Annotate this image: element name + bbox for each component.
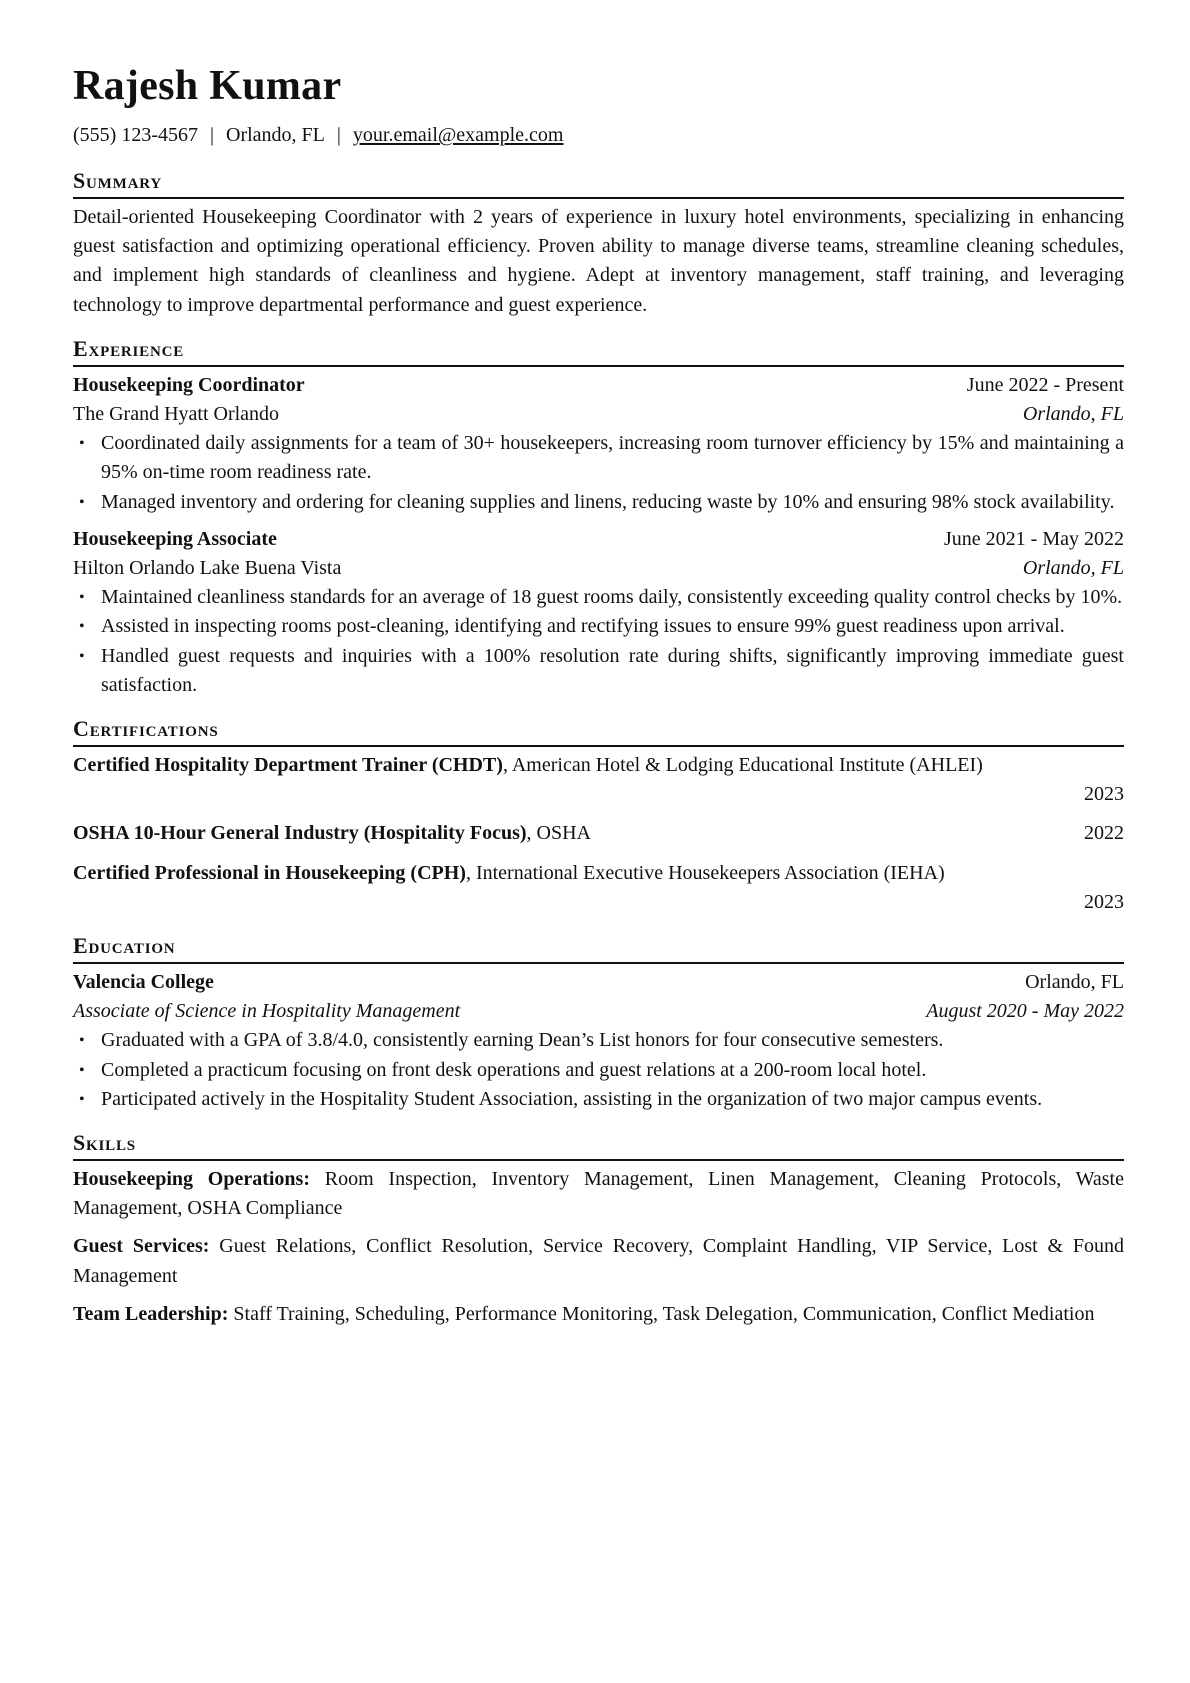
job-title: Housekeeping Coordinator (73, 373, 305, 396)
section-title-skills: Skills (73, 1130, 1124, 1161)
certification-item (73, 859, 1124, 917)
skill-group (73, 1165, 1124, 1223)
school-location: Orlando, FL (1025, 971, 1124, 994)
job-dates: June 2021 - May 2022 (944, 527, 1124, 550)
bullet-text: Maintained cleanliness standards for an average of 18 guest rooms daily, consistently exceeding quality control checks by 10%. (101, 586, 1123, 609)
experience-section (73, 336, 1124, 700)
section-title-education: Education (73, 933, 1124, 964)
separator: | (209, 124, 214, 146)
bullet-text: Coordinated daily assignments for a team of 30+ housekeepers, increasing room turnover efficiency by 15% and maintaining a 95% on-time room readiness rate. (101, 432, 1124, 484)
bullet-icon: • (79, 1061, 85, 1079)
skill-group-label: Team Leadership: (73, 1302, 229, 1325)
skill-group-items: Staff Training, Scheduling, Performance Monitoring, Task Delegation, Communication, Conflict Mediation (233, 1302, 1095, 1325)
job-entry (73, 525, 1124, 700)
certification-line: Certified Hospitality Department Trainer (CHDT), American Hotel & Lodging Educational Institute (AHLEI) (73, 754, 983, 777)
education-header (73, 968, 1124, 997)
list-item (73, 1026, 1124, 1055)
certification-issuer: American Hotel & Lodging Educational Institute (AHLEI) (511, 754, 983, 777)
bullet-text: Managed inventory and ordering for cleaning supplies and linens, reducing waste by 10% and ensuring 98% stock availability. (101, 490, 1115, 513)
bullet-text: Assisted in inspecting rooms post-cleaning, identifying and rectifying issues to ensure 99% guest readiness upon arrival. (101, 615, 1065, 638)
job-bullets (73, 583, 1124, 700)
separator: | (336, 124, 341, 146)
certification-year: 2023 (1084, 783, 1124, 806)
bullet-icon: • (79, 1090, 85, 1108)
certification-year-row (73, 888, 1124, 917)
education-dates: August 2020 - May 2022 (926, 1000, 1124, 1023)
job-location: Orlando, FL (1022, 557, 1124, 580)
list-item (73, 642, 1124, 700)
job-bullets (73, 429, 1124, 517)
bullet-icon: • (79, 493, 85, 511)
summary-text: Detail-oriented Housekeeping Coordinator with 2 years of experience in luxury hotel environments, specializing in enhancing guest satisfaction and optimizing operational efficiency. Proven ability to manage diverse teams, streamline cleaning schedules, and implement high standards of cleanliness and hygiene. Adept at inventory management, staff training, and leveraging technology to improve departmental performance and guest experience. (73, 206, 1124, 316)
candidate-name: Rajesh Kumar (73, 63, 342, 109)
bullet-text: Graduated with a GPA of 3.8/4.0, consistently earning Dean’s List honors for four consecutive semesters. (101, 1029, 944, 1052)
skill-group-label: Housekeeping Operations: (73, 1168, 310, 1191)
degree: Associate of Science in Hospitality Management (73, 1000, 461, 1023)
bullet-text: Handled guest requests and inquiries with a 100% resolution rate during shifts, significantly improving immediate guest satisfaction. (101, 644, 1124, 696)
certification-line: Certified Professional in Housekeeping (CPH), International Executive Housekeepers Association (IEHA) (73, 861, 945, 884)
list-item (73, 488, 1124, 517)
education-bullets (73, 1026, 1124, 1114)
contact-line (73, 122, 1124, 148)
list-item (73, 583, 1124, 612)
bullet-icon: • (79, 618, 85, 636)
skills-section (73, 1130, 1124, 1329)
certification-name: OSHA 10-Hour General Industry (Hospitality Focus) (73, 822, 527, 845)
summary-section (73, 168, 1124, 320)
education-section (73, 933, 1124, 1114)
phone-number: (555) 123-4567 (73, 124, 198, 146)
company-name: The Grand Hyatt Orlando (73, 403, 280, 426)
section-title-experience: Experience (73, 336, 1124, 367)
skill-group (73, 1232, 1124, 1290)
bullet-icon: • (79, 1032, 85, 1050)
section-title-certifications: Certifications (73, 716, 1124, 747)
certification-year: 2022 (1084, 822, 1124, 845)
certification-line: OSHA 10-Hour General Industry (Hospitality Focus), OSHA 2022 (73, 819, 1124, 848)
skill-group-label: Guest Services: (73, 1235, 210, 1258)
certification-name: Certified Hospitality Department Trainer (CHDT) (73, 754, 503, 777)
certifications-section (73, 716, 1124, 917)
job-header (73, 525, 1124, 554)
bullet-text: Participated actively in the Hospitality Student Association, assisting in the organization of two major campus events. (101, 1087, 1043, 1110)
certification-issuer: OSHA (536, 822, 591, 845)
bullet-icon: • (79, 589, 85, 607)
certification-item (73, 819, 1124, 848)
certification-year: 2023 (1084, 890, 1124, 913)
education-subheader (73, 997, 1124, 1026)
skill-group (73, 1300, 1124, 1329)
list-item (73, 429, 1124, 487)
job-header (73, 371, 1124, 400)
certification-year-row (73, 780, 1124, 809)
job-subheader (73, 400, 1124, 429)
section-title-summary: Summary (73, 168, 1124, 199)
job-location: Orlando, FL (1022, 403, 1124, 426)
certification-item (73, 751, 1124, 809)
certification-issuer: International Executive Housekeepers Association (IEHA) (475, 861, 945, 884)
company-name: Hilton Orlando Lake Buena Vista (73, 557, 342, 580)
bullet-icon: • (79, 647, 85, 665)
bullet-text: Completed a practicum focusing on front desk operations and guest relations at a 200-room local hotel. (101, 1058, 927, 1081)
list-item (73, 1085, 1124, 1114)
job-dates: June 2022 - Present (966, 373, 1124, 396)
certification-name: Certified Professional in Housekeeping (CPH) (73, 861, 466, 884)
school-name: Valencia College (73, 971, 214, 994)
skill-group-items: Room Inspection, Inventory Management, Linen Management, Cleaning Protocols, Waste Management, OSHA Compliance (73, 1168, 1124, 1220)
job-entry (73, 371, 1124, 517)
list-item (73, 612, 1124, 641)
list-item (73, 1056, 1124, 1085)
job-title: Housekeeping Associate (73, 527, 277, 550)
job-subheader (73, 554, 1124, 583)
skill-group-items: Guest Relations, Conflict Resolution, Service Recovery, Complaint Handling, VIP Service, Lost & Found Management (73, 1235, 1125, 1287)
location: Orlando, FL (226, 124, 325, 146)
bullet-icon: • (79, 435, 85, 453)
email-link[interactable]: your.email@example.com (352, 124, 564, 146)
